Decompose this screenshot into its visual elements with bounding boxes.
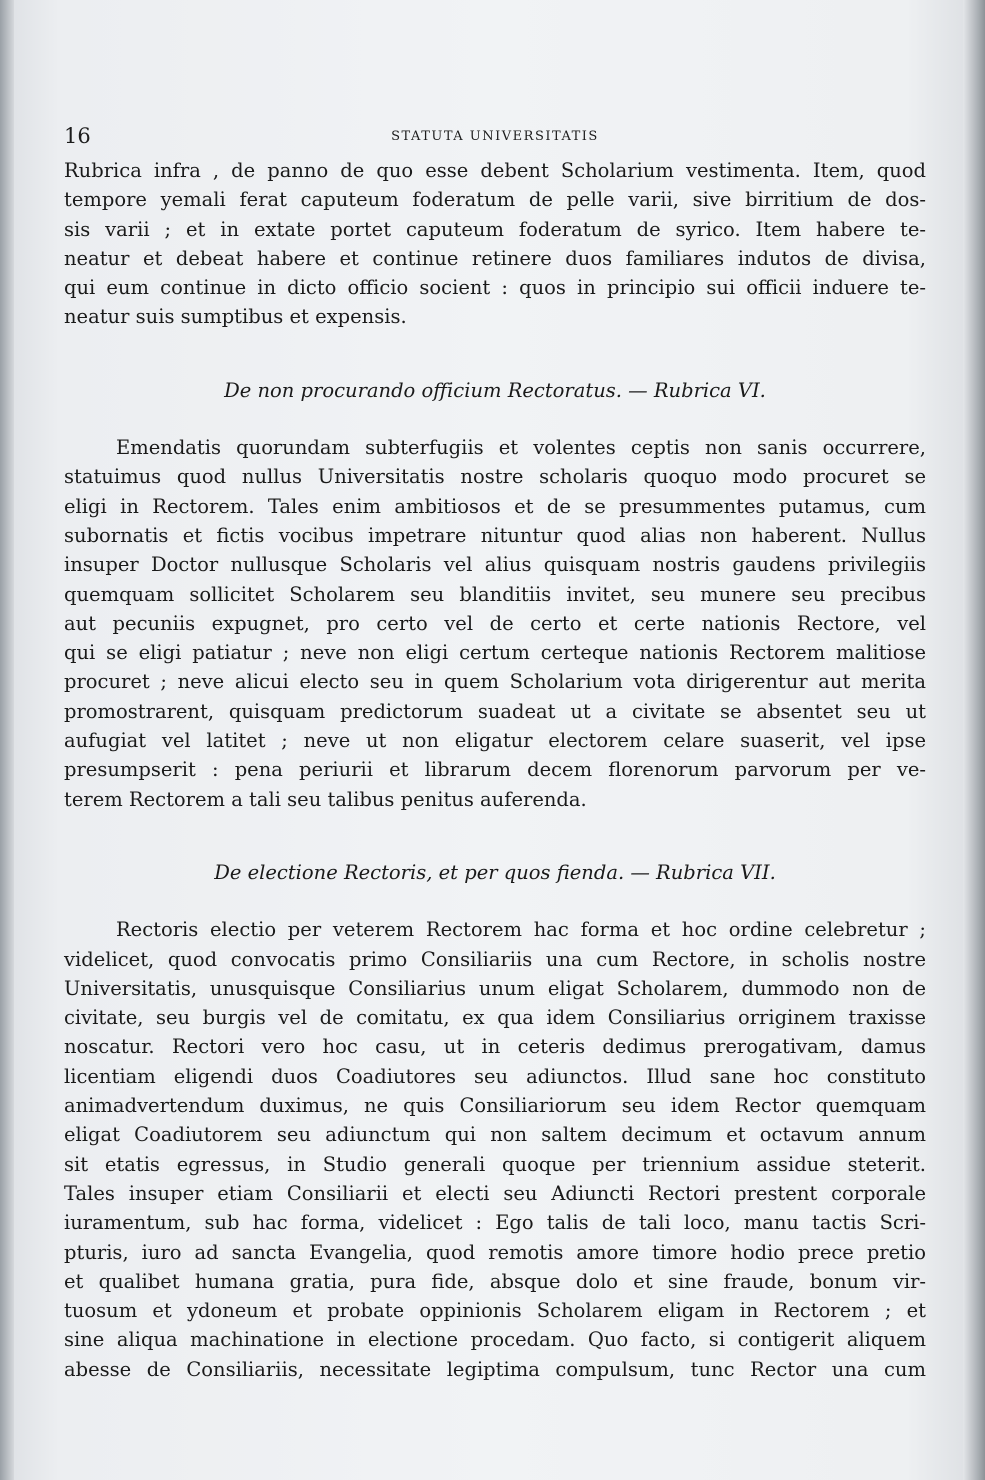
- paragraph-3: [64, 915, 926, 1384]
- text-line: Emendatis quorundam subterfugiis et volentes ceptis non sanis occurrere,: [116, 436, 926, 460]
- text-line: iuramentum, sub hac forma, videlicet : Ego talis de tali loco, manu tactis Scri-: [64, 1211, 926, 1235]
- text-line: tuosum et ydoneum et probate oppinionis Scholarem eligam in Rectorem ; et: [64, 1299, 926, 1323]
- text-line: noscatur. Rectori vero hoc casu, ut in ceteris dedimus prerogativam, damus: [64, 1035, 926, 1059]
- rubric-heading-vi: De non procurando officium Rectoratus. — Rubrica VI.: [224, 378, 766, 402]
- text-line: civitate, seu burgis vel de comitatu, ex qua idem Consiliarius orriginem traxisse: [64, 1006, 926, 1030]
- text-line: eligi in Rectorem. Tales enim ambitiosos et de se presummentes putamus, cum: [64, 494, 926, 518]
- page-body: [64, 156, 926, 1384]
- text-line: procuret ; neve alicui electo seu in quem Scholarium vota dirigerentur aut merita: [64, 670, 926, 694]
- page-header: [64, 124, 926, 154]
- text-line: qui eum continue in dicto officio socient : quos in principio sui officii induere te-: [64, 276, 926, 300]
- paragraph-1: [64, 156, 926, 332]
- text-line: terem Rectorem a tali seu talibus penitus auferenda.: [64, 787, 587, 811]
- text-line: qui se eligi patiatur ; neve non eligi certum certeque nationis Rectorem malitiose: [64, 641, 926, 665]
- text-line: videlicet, quod convocatis primo Consiliariis una cum Rectore, in scholis nostre: [64, 947, 926, 971]
- text-line: tempore yemali ferat caputeum foderatum de pelle varii, sive birritium de dos-: [64, 188, 926, 212]
- text-line: aufugiat vel latitet ; neve ut non eligatur electorem celare suaserit, vel ipse: [64, 729, 926, 753]
- text-line: licentiam eligendi duos Coadiutores seu adiunctos. Illud sane hoc constituto: [64, 1064, 926, 1088]
- text-line: abesse de Consiliariis, necessitate legiptima compulsum, tunc Rector una cum: [64, 1357, 926, 1381]
- text-line: Universitatis, unusquisque Consiliarius unum eligat Scholarem, dummodo non de: [64, 976, 926, 1000]
- text-line: Rubrica infra , de panno de quo esse debent Scholarium vestimenta. Item, quod: [64, 159, 926, 182]
- paragraph-2: [64, 433, 926, 814]
- text-line: promostrarent, quisquam predictorum suadeat ut a civitate se absentet seu ut: [64, 699, 926, 723]
- text-line: pturis, iuro ad sancta Evangelia, quod remotis amore timore hodio prece pretio: [64, 1240, 926, 1264]
- text-line: sine aliqua machinatione in electione procedam. Quo facto, si contigerit aliquem: [64, 1328, 926, 1352]
- text-line: Tales insuper etiam Consiliarii et electi seu Adiuncti Rectori prestent corporale: [64, 1181, 926, 1205]
- text-line: animadvertendum duximus, ne quis Consiliariorum seu idem Rector quemquam: [64, 1094, 926, 1118]
- page-edge-left: [0, 0, 14, 1480]
- page-number: 16: [64, 124, 91, 148]
- text-line: Rectoris electio per veterem Rectorem hac forma et hoc ordine celebretur ;: [116, 918, 926, 942]
- text-line: quemquam sollicitet Scholarem seu blanditiis invitet, seu munere seu precibus: [64, 582, 926, 606]
- running-title: STATUTA UNIVERSITATIS: [391, 129, 599, 144]
- text-line: statuimus quod nullus Universitatis nostre scholaris quoquo modo procuret se: [64, 465, 926, 489]
- text-line: presumpserit : pena periurii et librarum decem florenorum parvorum per ve-: [64, 758, 926, 782]
- text-line: sit etatis egressus, in Studio generali quoque per triennium assidue steterit.: [64, 1152, 926, 1176]
- text-line: insuper Doctor nullusque Scholaris vel alius quisquam nostris gaudens privilegiis: [64, 553, 926, 577]
- text-line: sis varii ; et in extate portet caputeum foderatum de syrico. Item habere te-: [64, 217, 926, 241]
- text-line: eligat Coadiutorem seu adiunctum qui non saltem decimum et octavum annum: [64, 1123, 926, 1147]
- text-line: aut pecuniis expugnet, pro certo vel de certo et certe nationis Rectore, vel: [64, 611, 926, 635]
- text-line: neatur et debeat habere et continue retinere duos familiares indutos de divisa,: [64, 246, 926, 270]
- text-line: neatur suis sumptibus et expensis.: [64, 305, 407, 329]
- page-edge-right: [963, 0, 985, 1480]
- text-line: subornatis et fictis vocibus impetrare nituntur quod alias non haberent. Nullus: [64, 523, 926, 547]
- text-line: et qualibet humana gratia, pura fide, absque dolo et sine fraude, bonum vir-: [64, 1269, 926, 1293]
- rubric-heading-vii: De electione Rectoris, et per quos fienda. — Rubrica VII.: [214, 860, 776, 884]
